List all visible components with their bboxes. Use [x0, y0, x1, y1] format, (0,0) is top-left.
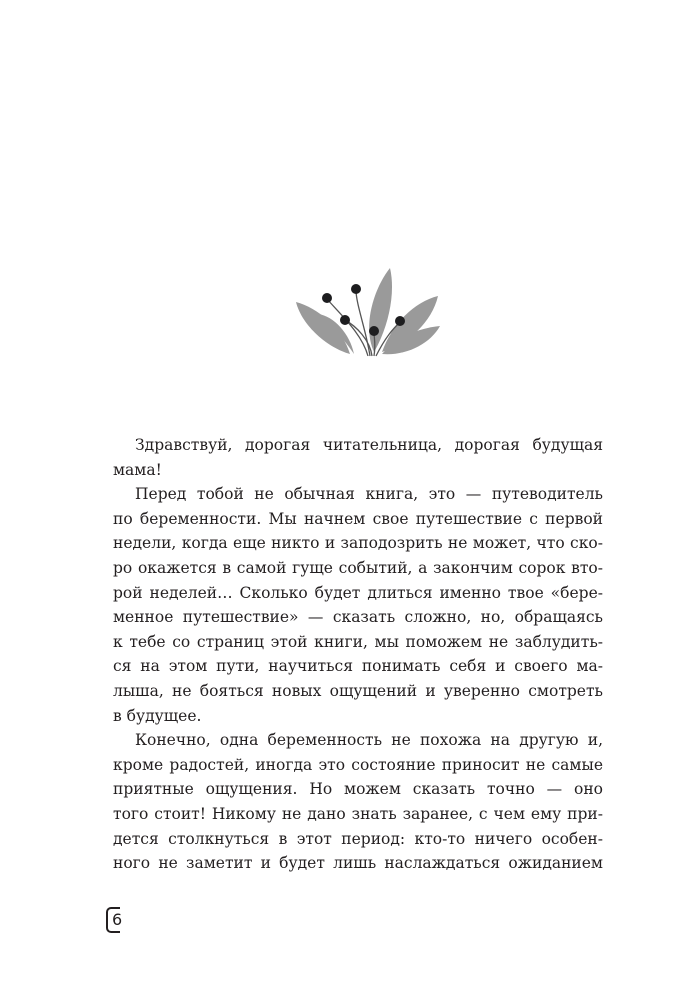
leaf-left-outer — [296, 302, 350, 354]
berry-5 — [395, 316, 405, 326]
text-line: того стоит! Никому не дано знать заранее, с чем ему при- — [113, 804, 603, 823]
text-line: Конечно, одна беременность не похожа на другую и, — [135, 731, 603, 750]
text-line: лыша, не бояться новых ощущений и уверенно смотреть — [113, 681, 603, 700]
text-line: дется столкнуться в этот период: кто-то ничего особен- — [113, 829, 603, 848]
text-line: Здравствуй, дорогая читательница, дорогая будущая — [135, 436, 603, 454]
text-line: по беременности. Мы начнем свое путешествие с первой — [113, 509, 603, 528]
berry-4 — [369, 326, 379, 336]
text-line: Перед тобой не обычная книга, это — путеводитель — [135, 485, 603, 504]
page-number-text: 6 — [112, 910, 123, 929]
text-line: ро окажется в самой гуще событий, а закончим сорок вто- — [113, 558, 603, 577]
berry-2 — [351, 284, 361, 294]
text-line: кроме радостей, иногда это состояние приносит не самые — [113, 755, 603, 774]
text-line: рой неделей… Сколько будет длиться именно твое «бере- — [113, 583, 603, 602]
text-line: в будущее. — [113, 706, 202, 725]
text-line: приятные ощущения. Но можем сказать точно — оно — [113, 780, 603, 799]
text-line: к тебе со страниц этой книги, мы поможем не заблудить- — [113, 632, 603, 651]
text-line: менное путешествие» — сказать сложно, но, обращаясь — [113, 608, 603, 627]
text-line: мама! — [113, 460, 162, 479]
text-line: недели, когда еще никто и заподозрить не может, что ско- — [113, 534, 603, 553]
body-text — [113, 433, 603, 876]
berry-1 — [322, 293, 332, 303]
page-number — [106, 907, 128, 933]
text-line: ся на этом пути, научиться понимать себя и своего ма- — [113, 657, 603, 676]
text-line: ного не заметит и будет лишь наслаждаться ожиданием — [113, 854, 603, 873]
berry-3 — [340, 315, 350, 325]
berry-sprig-icon — [290, 264, 440, 358]
